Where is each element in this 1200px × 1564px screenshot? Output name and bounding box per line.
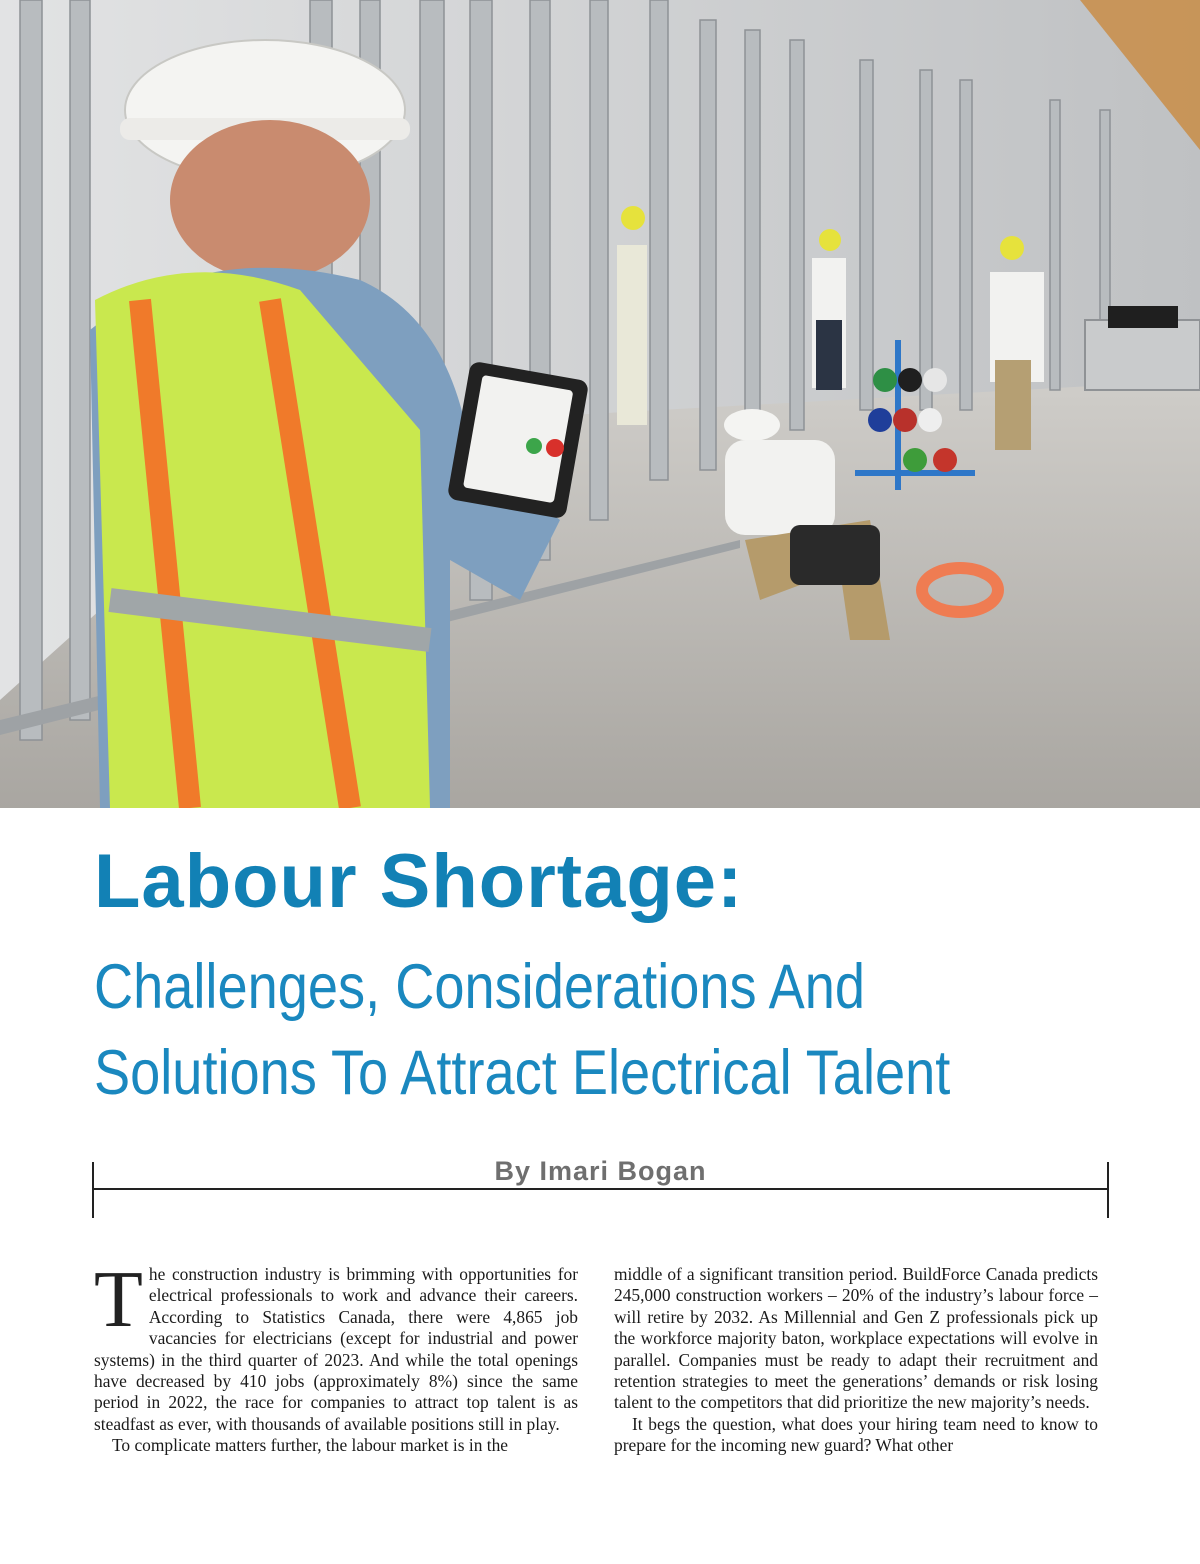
article-subhead	[94, 944, 1006, 1116]
paragraph-1	[94, 1256, 578, 1435]
subhead-line-1: Challenges, Considerations And	[94, 952, 866, 1022]
author-byline: By Imari Bogan	[494, 1156, 707, 1186]
paragraph-1-text: he construction industry is brimming with opportunities for electrical professionals to work and advance their careers. According to Statistics Canada, there were 4,865 job vacancies for electricians (except for industrial and power systems) in the third quarter of 2023. And while the total openings have decreased by 410 jobs (approximately 8%) since the same period in 2022, the race for companies to attract top talent is as steadfast as ever, with thousands of available positions still in play.	[94, 1264, 578, 1434]
article-headline: Labour Shortage:	[94, 839, 744, 924]
paragraph-2: To complicate matters further, the labour market is in the	[112, 1435, 509, 1456]
byline-rule	[92, 1188, 1109, 1190]
byline-frame	[92, 1156, 1109, 1218]
drop-cap: T	[94, 1256, 143, 1344]
paragraph-4: It begs the question, what does your hiring team need to know to prepare for the incoming new guard? What other	[614, 1413, 1098, 1456]
article-column-2	[614, 1264, 1098, 1457]
paragraph-3: middle of a significant transition period. BuildForce Canada predicts 245,000 construction workers – 20% of the industry’s labour force – will retire by 2032. As Millennial and Gen Z professionals pick up the workforce majority baton, workplace expectations will evolve in parallel. Companies must be ready to adapt their recruitment and retention strategies to meet the generations’ demands or risk losing talent to the competitors that did prioritize the new majority’s needs.	[614, 1264, 1098, 1413]
subhead-line-2: Solutions To Attract Electrical Talent	[94, 1038, 951, 1108]
article-column-1	[94, 1256, 578, 1457]
